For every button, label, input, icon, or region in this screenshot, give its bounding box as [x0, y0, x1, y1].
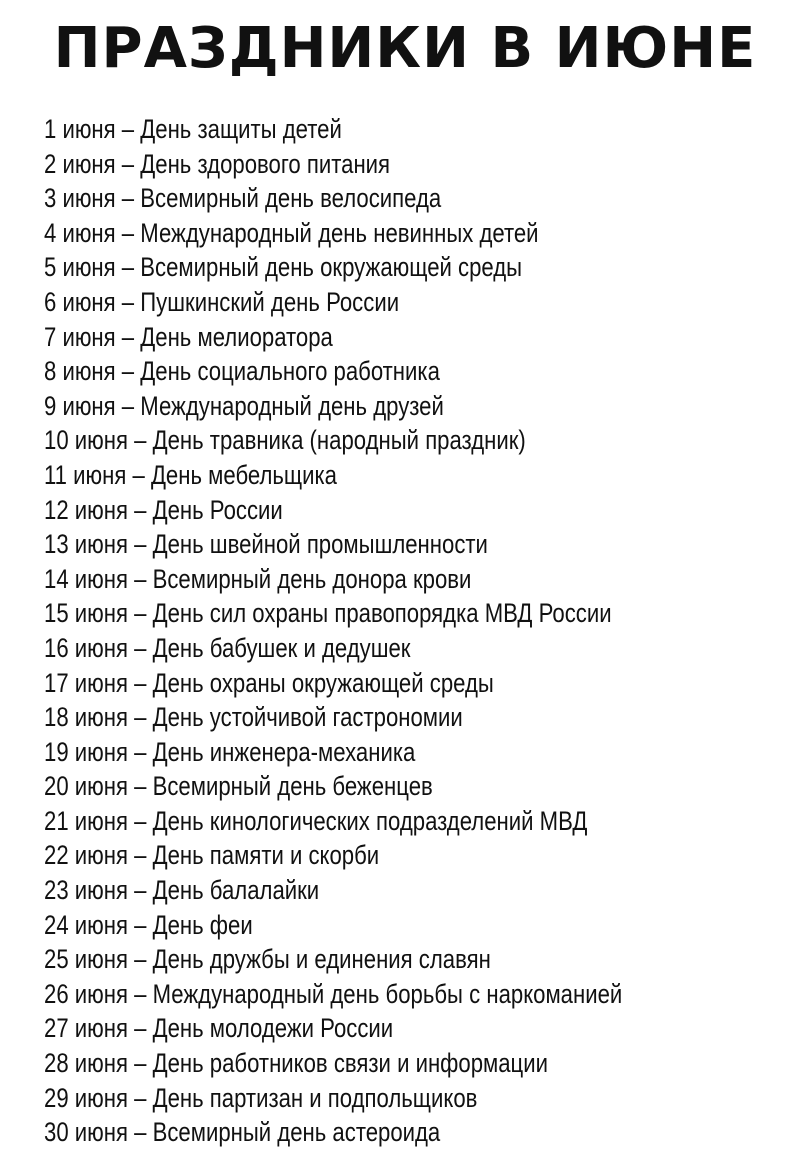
holiday-list	[44, 112, 784, 1150]
holiday-item: 12 июня – День России	[44, 494, 283, 525]
holiday-item: 15 июня – День сил охраны правопорядка МВД России	[44, 598, 612, 629]
holiday-item: 6 июня – Пушкинский день России	[44, 286, 400, 317]
holiday-item: 24 июня – День феи	[44, 909, 253, 940]
holiday-item: 23 июня – День балалайки	[44, 875, 320, 906]
holiday-item: 3 июня – Всемирный день велосипеда	[44, 183, 442, 214]
holiday-item: 14 июня – Всемирный день донора крови	[44, 563, 472, 594]
holiday-item: 29 июня – День партизан и подпольщиков	[44, 1082, 478, 1113]
holiday-item: 26 июня – Международный день борьбы с наркоманией	[44, 978, 623, 1009]
holiday-item: 20 июня – Всемирный день беженцев	[44, 771, 433, 802]
holiday-item: 22 июня – День памяти и скорби	[44, 840, 380, 871]
holiday-item: 8 июня – День социального работника	[44, 356, 440, 387]
holiday-item: 7 июня – День мелиоратора	[44, 321, 333, 352]
holiday-item: 21 июня – День кинологических подразделений МВД	[44, 805, 588, 836]
holiday-item: 13 июня – День швейной промышленности	[44, 529, 488, 560]
holiday-item: 30 июня – Всемирный день астероида	[44, 1117, 441, 1148]
holiday-item: 18 июня – День устойчивой гастрономии	[44, 702, 463, 733]
holiday-item: 28 июня – День работников связи и информации	[44, 1048, 548, 1079]
holiday-item: 17 июня – День охраны окружающей среды	[44, 667, 494, 698]
holiday-item: 16 июня – День бабушек и дедушек	[44, 632, 411, 663]
holiday-item: 5 июня – Всемирный день окружающей среды	[44, 252, 523, 283]
holiday-item: 11 июня – День мебельщика	[44, 459, 337, 490]
holiday-item: 27 июня – День молодежи России	[44, 1013, 394, 1044]
holiday-item: 19 июня – День инженера-механика	[44, 736, 416, 767]
holiday-item: 25 июня – День дружбы и единения славян	[44, 944, 491, 975]
holiday-item: 2 июня – День здорового питания	[44, 148, 391, 179]
holiday-item: 10 июня – День травника (народный праздник)	[44, 425, 526, 456]
holiday-item: 9 июня – Международный день друзей	[44, 390, 444, 421]
holiday-item: 4 июня – Международный день невинных детей	[44, 217, 539, 248]
holiday-item: 1 июня – День защиты детей	[44, 114, 342, 144]
page-title: ПРАЗДНИКИ В ИЮНЕ	[53, 16, 757, 81]
